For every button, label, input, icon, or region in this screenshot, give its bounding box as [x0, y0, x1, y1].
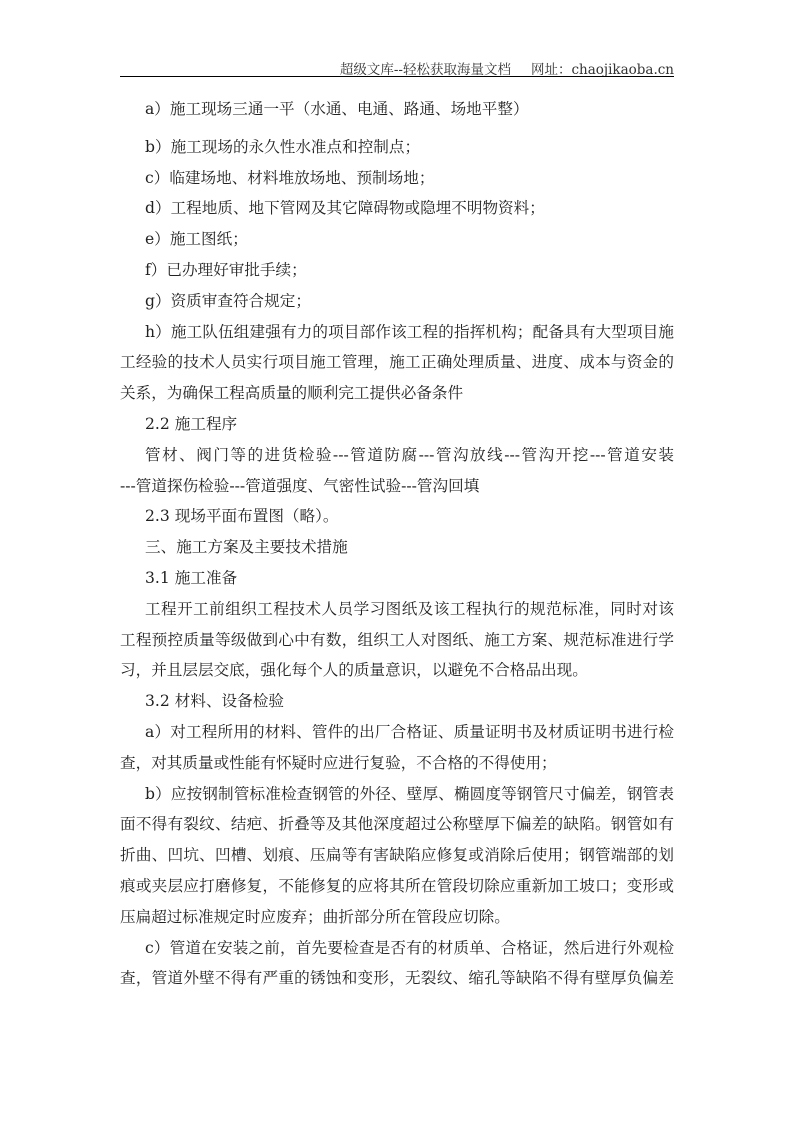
text-line: 压扁超过标准规定时应废弃；曲折部分所在管段应切除。	[120, 907, 510, 926]
text-line: 3.1 施工准备	[145, 568, 238, 587]
text-line: e）施工图纸；	[145, 230, 248, 249]
text-line: 工程开工前组织工程技术人员学习图纸及该工程执行的规范标准，同时对该	[145, 599, 674, 618]
text-line: d）工程地质、地下管网及其它障碍物或隐埋不明物资料；	[145, 199, 545, 218]
text-line: 三、施工方案及主要技术措施	[145, 538, 348, 557]
text-line: 关系，为确保工程高质量的顺利完工提供必备条件	[120, 384, 464, 403]
text-line: c）临建场地、材料堆放场地、预制场地；	[145, 168, 435, 187]
page-header	[120, 58, 674, 78]
text-line: 查，管道外壁不得有严重的锈蚀和变形，无裂纹、缩孔等缺陷不得有壁厚负偏差	[120, 969, 674, 988]
text-line: 3.2 材料、设备检验	[145, 692, 284, 711]
text-line: 面不得有裂纹、结疤、折叠等及其他深度超过公称壁厚下偏差的缺陷。钢管如有	[120, 815, 674, 834]
text-line: h）施工队伍组建强有力的项目部作该工程的指挥机构；配备具有大型项目施	[145, 322, 674, 341]
text-line: 折曲、凹坑、凹槽、划痕、压扁等有害缺陷应修复或消除后使用；钢管端部的划	[120, 846, 674, 865]
text-line: 管材、阀门等的进货检验---管道防腐---管沟放线---管沟开挖---管道安装	[145, 445, 674, 464]
document-body	[120, 94, 674, 994]
text-line: 习，并且层层交底，强化每个人的质量意识，以避免不合格品出现。	[120, 661, 588, 680]
text-line: a）对工程所用的材料、管件的出厂合格证、质量证明书及材质证明书进行检	[145, 722, 674, 741]
text-line: 工程预控质量等级做到心中有数，组织工人对图纸、施工方案、规范标准进行学	[120, 630, 674, 649]
text-line: f）已办理好审批手续；	[145, 260, 307, 279]
header-site-name: 超级文库--轻松获取海量文档	[339, 62, 511, 78]
text-line: 2.2 施工程序	[145, 414, 238, 433]
text-line: b）应按钢制管标准检查钢管的外径、壁厚、椭圆度等钢管尺寸偏差，钢管表	[145, 784, 674, 803]
text-line: 2.3 现场平面布置图（略）。	[145, 507, 339, 526]
text-line: c）管道在安装之前，首先要检查是否有的材质单、合格证，然后进行外观检	[145, 938, 674, 957]
header-divider	[120, 76, 674, 77]
text-line: 查，对其质量或性能有怀疑时应进行复验，不合格的不得使用；	[120, 753, 557, 772]
text-line: ---管道探伤检验---管道强度、气密性试验---管沟回填	[120, 476, 480, 495]
text-line: 工经验的技术人员实行项目施工管理，施工正确处理质量、进度、成本与资金的	[120, 353, 674, 372]
header-url: 网址：chaojikaoba.cn	[530, 62, 674, 78]
text-line: 痕或夹层应打磨修复，不能修复的应将其所在管段切除应重新加工坡口；变形或	[120, 876, 674, 895]
text-line: a）施工现场三通一平（水通、电通、路通、场地平整）	[145, 100, 529, 118]
text-line: g）资质审查符合规定；	[145, 291, 311, 310]
text-line: b）施工现场的永久性水准点和控制点；	[145, 137, 421, 156]
